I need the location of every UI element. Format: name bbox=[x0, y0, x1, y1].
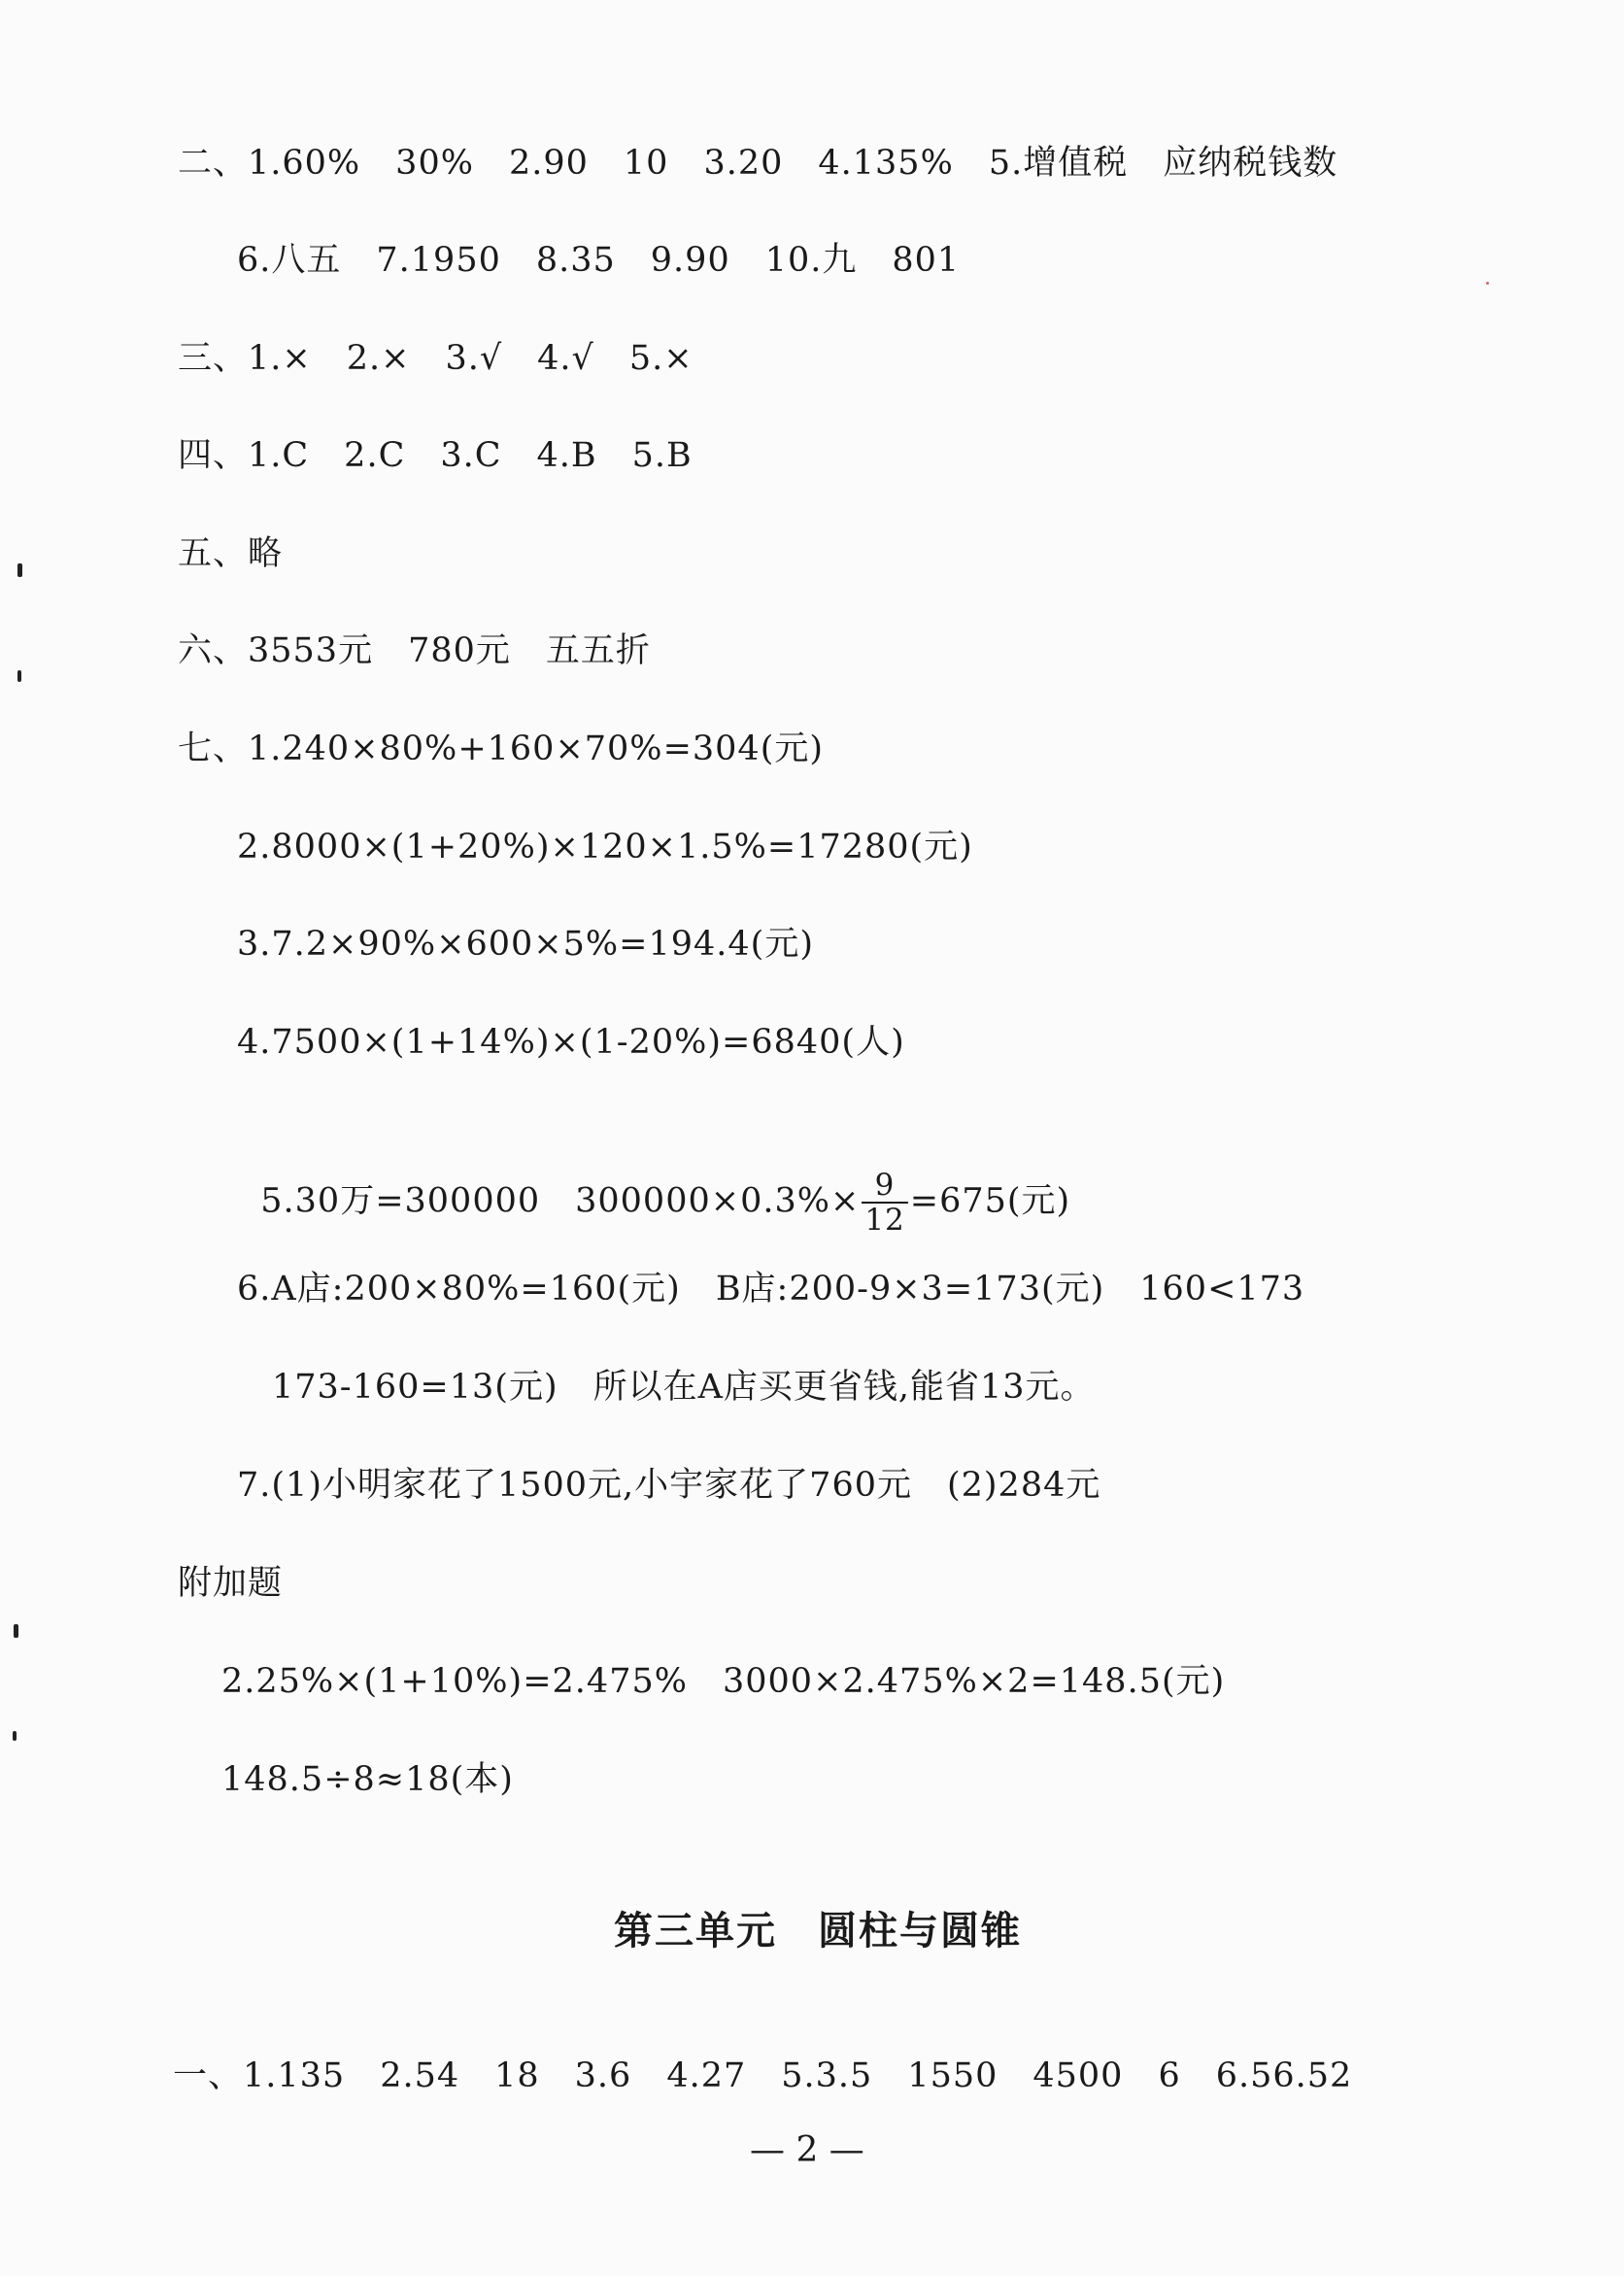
scan-mark bbox=[14, 1624, 18, 1638]
answer-line-7-2: 2.8000×(1+20%)×120×1.5%=17280(元) bbox=[237, 828, 973, 866]
scan-speck bbox=[1486, 282, 1489, 285]
bonus-line-1: 2.25%×(1+10%)=2.475% 3000×2.475%×2=148.5(元) bbox=[221, 1662, 1226, 1701]
answer-line-7-6: 6.A店:200×80%=160(元) B店:200-9×3=173(元) 160<173 bbox=[237, 1270, 1305, 1308]
fraction bbox=[862, 1169, 907, 1237]
answer-line-5: 五、略 bbox=[178, 534, 284, 573]
fraction-denominator: 12 bbox=[864, 1203, 905, 1238]
page-number: — 2 — bbox=[750, 2130, 864, 2170]
scan-mark bbox=[13, 1731, 17, 1741]
answer-line-2-cont: 6.八五 7.1950 8.35 9.90 10.九 801 bbox=[237, 241, 961, 280]
answer-line-4: 四、1.C 2.C 3.C 4.B 5.B bbox=[178, 436, 693, 475]
scan-mark bbox=[17, 670, 21, 682]
section-heading: 第三单元 圆柱与圆锥 bbox=[614, 1908, 1022, 1953]
answer-line-7-4: 4.7500×(1+14%)×(1-20%)=6840(人) bbox=[237, 1023, 905, 1062]
fraction-line-before: 5.30万=300000 300000×0.3%× bbox=[260, 1181, 861, 1221]
answer-line-6: 六、3553元 780元 五五折 bbox=[178, 631, 651, 670]
answer-line-1-unit3: 一、1.135 2.54 18 3.6 4.27 5.3.5 1550 4500 6 6.56.52 bbox=[173, 2056, 1353, 2095]
scan-mark bbox=[17, 563, 22, 577]
bonus-line-2: 148.5÷8≈18(本) bbox=[221, 1760, 514, 1799]
answer-line-7-7: 7.(1)小明家花了1500元,小宇家花了760元 (2)284元 bbox=[237, 1466, 1101, 1505]
answer-line-3: 三、1.× 2.× 3.√ 4.√ 5.× bbox=[178, 339, 694, 378]
fraction-numerator: 9 bbox=[862, 1169, 907, 1204]
bonus-heading: 附加题 bbox=[178, 1564, 284, 1603]
answer-line-7-3: 3.7.2×90%×600×5%=194.4(元) bbox=[237, 925, 814, 964]
answer-line-7-6-cont: 173-160=13(元) 所以在A店买更省钱,能省13元。 bbox=[272, 1368, 1096, 1407]
fraction-line-after: =675(元) bbox=[909, 1181, 1071, 1221]
answer-line-7-5 bbox=[237, 1122, 1070, 1237]
answer-line-2: 二、1.60% 30% 2.90 10 3.20 4.135% 5.增值税 应纳税钱数 bbox=[178, 144, 1338, 183]
answer-line-7-1: 七、1.240×80%+160×70%=304(元) bbox=[178, 730, 825, 768]
